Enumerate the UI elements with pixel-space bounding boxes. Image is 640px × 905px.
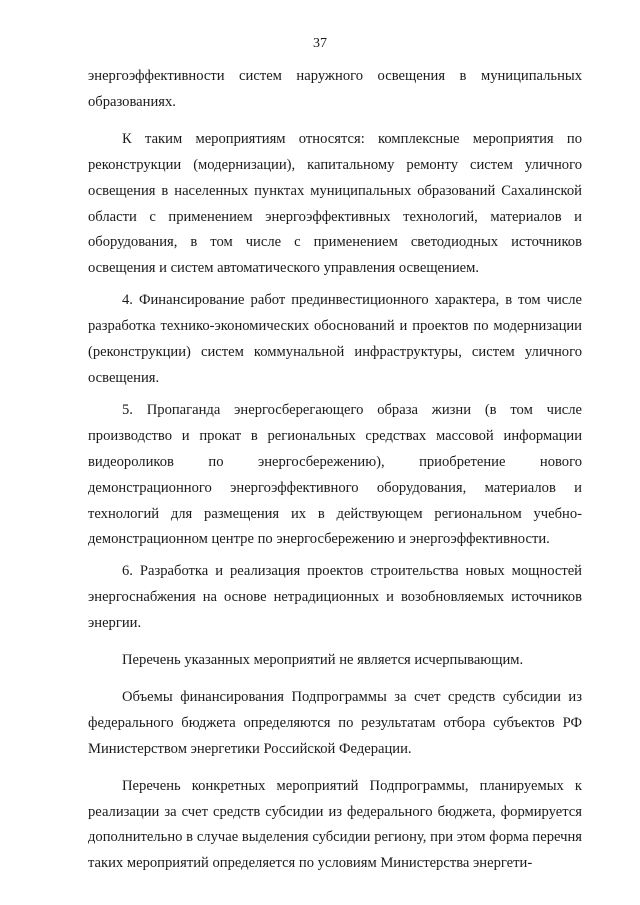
paragraph-5: 6. Разработка и реализация проектов строительства новых мощностей энергоснабжения на основе нетрадиционных и возобновляемых источников энергии. <box>88 563 582 632</box>
paragraph-2: К таким мероприятиям относятся: комплексные мероприятия по реконструкции (модернизации), капитальному ремонту систем уличного освещения в населенных пунктах муниципальных образований Сахалинской области с применением энергоэффективных технологий, материалов и оборудования, в том числе с применением светодиодных источников освещения и систем автоматического управления освещением. <box>88 130 582 277</box>
paragraph-1: энергоэффективности систем наружного освещения в муниципальных образованиях. <box>88 68 582 110</box>
paragraph-8: Перечень конкретных мероприятий Подпрограммы, планируемых к реализации за счет средств субсидии из федерального бюджета, формируется дополнительно в случае выделения субсидии региону, при этом форма перечня таких мероприятий определяется по условиям Министерства энергети- <box>88 777 582 872</box>
paragraph-4: 5. Пропаганда энергосберегающего образа жизни (в том числе производство и прокат в региональных средствах массовой информации видеороликов по энергосбережению), приобретение нового демонстрационного энергоэффективного оборудования, материалов и технологий для размещения их в действующем региональном учебно-демонстрационном центре по энергосбережению и энергоэффективности. <box>88 401 582 548</box>
paragraph-3: 4. Финансирование работ прединвестиционного характера, в том числе разработка технико-экономических обоснований и проектов по модернизации (реконструкции) систем коммунальной инфраструктуры, систем уличного освещения. <box>88 292 582 386</box>
page-number: 37 <box>313 36 327 51</box>
paragraph-6: Перечень указанных мероприятий не является исчерпывающим. <box>122 652 524 669</box>
document-body <box>88 64 582 877</box>
paragraph-7: Объемы финансирования Подпрограммы за счет средств субсидии из федерального бюджета определяются по результатам отбора субъектов РФ Министерством энергетики Российской Федерации. <box>88 688 582 757</box>
